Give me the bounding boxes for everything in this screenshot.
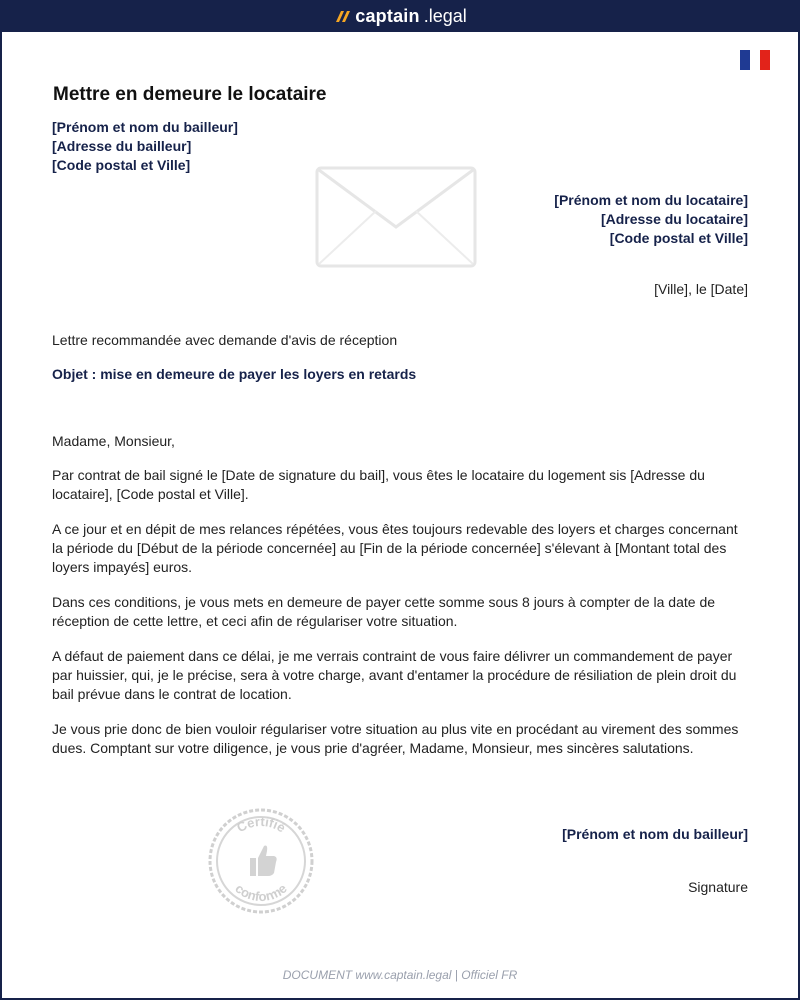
salutation: Madame, Monsieur,	[52, 433, 175, 449]
stamp-text-bottom: conforme	[232, 880, 290, 905]
paragraph: Dans ces conditions, je vous mets en demeure de payer cette somme sous 8 jours à compter de la date de réception de cette lettre, et ceci afin de régulariser votre situation.	[52, 594, 716, 629]
signer-name: [Prénom et nom du bailleur]	[562, 826, 748, 842]
sender-block	[52, 118, 238, 175]
top-bar	[0, 0, 800, 32]
brand-suffix: .legal	[423, 5, 467, 26]
certified-stamp-icon	[206, 806, 316, 916]
svg-text:Certifié	[234, 814, 288, 835]
brand-logo[interactable]	[333, 6, 466, 27]
recipient-address: [Adresse du locataire]	[600, 211, 748, 227]
letter-body	[52, 432, 742, 774]
recipient-city: [Code postal et Ville]	[609, 230, 748, 246]
subject-line: Objet : mise en demeure de payer les loyers en retards	[52, 366, 417, 382]
sender-city: [Code postal et Ville]	[52, 157, 191, 173]
french-flag-icon	[740, 50, 770, 70]
delivery-mode: Lettre recommandée avec demande d'avis de réception	[52, 332, 398, 348]
paragraph: Je vous prie donc de bien vouloir régulariser votre situation au plus vite en procédant au virement des sommes dues. Comptant sur votre diligence, je vous prie d'agréer, Madame, Monsieur, mes sincères salutations.	[52, 721, 739, 756]
paragraph: Par contrat de bail signé le [Date de signature du bail], vous êtes le locataire du logement sis [Adresse du locataire], [Code postal et Ville].	[52, 467, 705, 502]
stamp-text-top: Certifié	[234, 813, 289, 836]
paragraph: A défaut de paiement dans ce délai, je me verrais contraint de vous faire délivrer un commandement de payer par huissier, qui, je le précise, sera à votre charge, avant d'entamer la procédure de résiliation de plein droit du bail prévue dans le contrat de location.	[52, 648, 737, 702]
envelope-watermark-icon	[314, 165, 478, 269]
brand-mark-icon	[333, 9, 351, 23]
page-title: Mettre en demeure le locataire	[53, 84, 327, 105]
recipient-block	[554, 191, 748, 248]
place-date: [Ville], le [Date]	[654, 281, 748, 297]
footer-text: DOCUMENT www.captain.legal | Officiel FR	[282, 968, 518, 982]
paragraph: A ce jour et en dépit de mes relances répétées, vous êtes toujours redevable des loyers et charges concernant la période du [Début de la période concernée] au [Fin de la période concernée] s'élevant à [Montant total des loyers impayés] euros.	[52, 521, 738, 575]
signature-label: Signature	[688, 879, 748, 895]
sender-name: [Prénom et nom du bailleur]	[52, 119, 238, 135]
brand-name: captain	[355, 5, 420, 26]
recipient-name: [Prénom et nom du locataire]	[554, 192, 748, 208]
sender-address: [Adresse du bailleur]	[52, 138, 192, 154]
